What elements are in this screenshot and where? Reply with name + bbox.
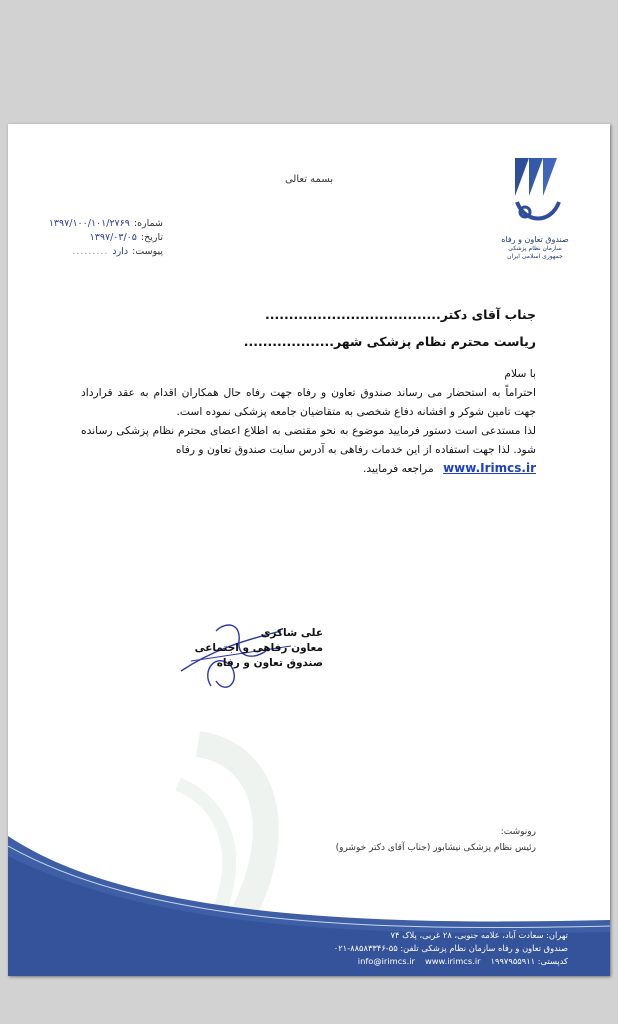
logo-text: صندوق تعاون و رفاه [501,235,569,244]
logo-icon [507,154,563,232]
footer-website[interactable]: www.irimcs.ir [424,956,481,966]
greeting: با سلام [504,367,536,380]
date-label: تاریخ: [140,232,163,243]
signer-org: صندوق تعاون و رفاه [216,657,323,669]
bismillah-heading: بسمه تعالی [284,174,334,185]
closing-line [81,459,536,478]
paragraph-2: لذا مستدعی است دستور فرمایید موضوع به نحو مقتضی به اطلاع اعضای محترم نظام پزشکی رسانده شود. لذا جهت استفاده از این خدمات رفاهی به آدرس سایت صندوق تعاون و رفاه [81,424,536,456]
footer-email[interactable]: info@irimcs.ir [357,956,415,966]
footer-postal-code: کدپستی: ۱۹۹۷۹۵۵۹۱۱ [490,956,568,966]
letter-attachment-row [28,245,163,259]
closing-text: مراجعه فرمایید. [363,462,434,475]
footer-contact [228,929,568,968]
footer-phone: صندوق تعاون و رفاه سازمان نظام پزشکی تلفن: ۵۵-۸۸۵۸۳۳۴۶-۰۲۱ [333,943,568,953]
number-label: شماره: [133,218,163,229]
letter-page [8,124,610,976]
letter-body [81,364,536,478]
organization-logo [500,154,570,264]
footer-contact-row [228,955,568,968]
number-value: ۱۳۹۷/۱۰۰/۱۰۱/۲۷۶۹ [48,218,130,229]
letter-number-row [28,217,163,231]
paragraph-1: احتراماً به استحضار می رساند صندوق تعاون و رفاه جهت رفاه حال همکاران اقدام به عقد قرارداد جهت تامین شوکر و افشانه دفاع شخصی به متقاضیان جامعه پزشکی نموده است. [81,386,536,418]
signer-name: علی شاکری [260,627,323,639]
footer-address: تهران: سعادت آباد، علامه جنوبی، ۲۸ غربی، پلاک ۷۴ [390,930,568,940]
attachment-label: پیوست: [132,246,163,257]
attachment-value: دارد [112,246,129,257]
website-link[interactable]: www.Irimcs.ir [443,461,536,475]
signer-title: معاون رفاهی و اجتماعی [194,642,323,654]
letter-date-row [28,231,163,245]
attachment-dots: ......... [72,246,109,257]
logo-subtext: سازمان نظام پزشکی جمهوری اسلامی ایران [507,245,563,260]
date-value: ۱۳۹۷/۰۳/۰۵ [89,232,137,243]
addressee-line-2: ریاست محترم نظام پزشکی شهر................... [243,334,536,349]
letter-meta [28,217,163,259]
signature-block [195,626,323,671]
cc-line-1: رئیس نظام پزشکی نیشابور (جناب آقای دکتر خوشرو) [335,843,536,853]
addressee-line-1: جناب آقای دکتر..................................... [265,307,536,322]
cc-label: رونوشت: [500,827,536,837]
